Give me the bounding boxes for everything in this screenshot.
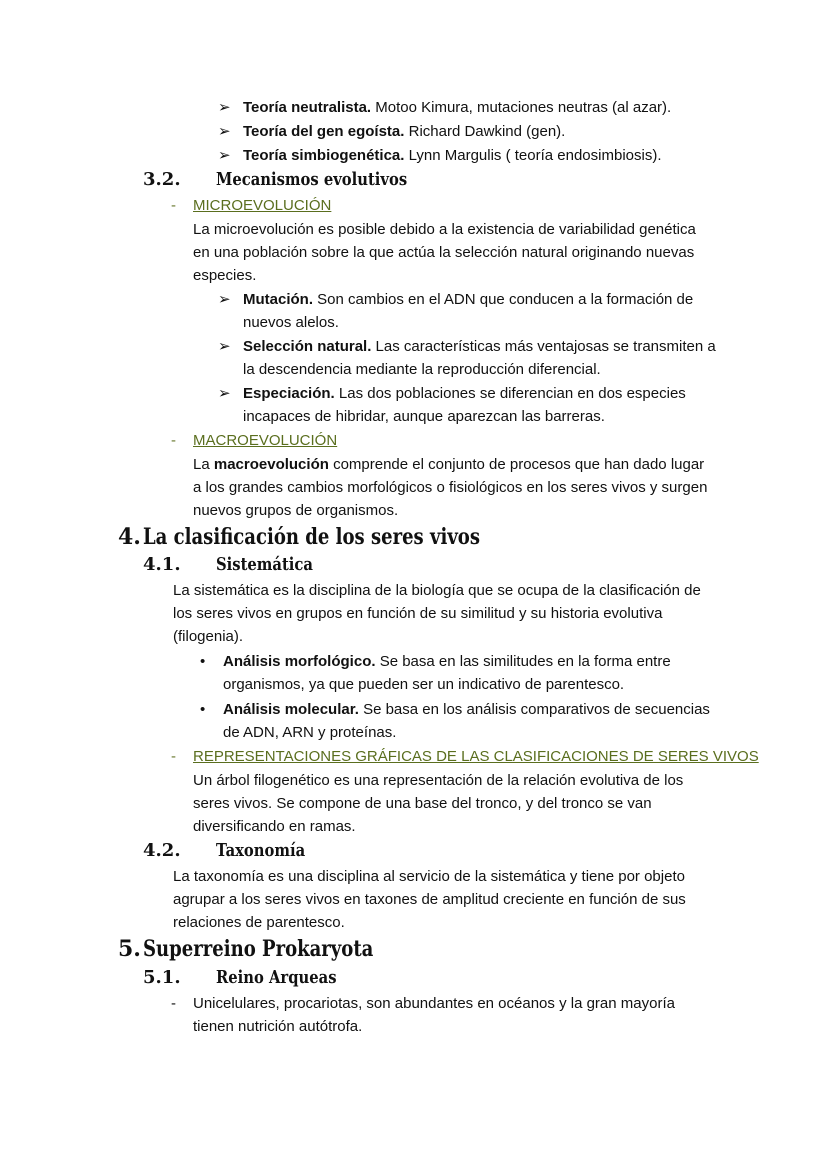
dash-bullet-icon: - xyxy=(171,197,176,214)
paragraph-line: La sistemática es la disciplina de la biología que se ocupa de la clasificación de xyxy=(173,582,701,599)
paragraph-line: La taxonomía es una disciplina al servicio de la sistemática y tiene por objeto xyxy=(173,868,685,885)
section-number: 4.1. xyxy=(143,554,181,575)
subheading-microevolucion: MICROEVOLUCIÓN xyxy=(193,197,332,214)
list-item: Análisis morfológico. Se basa en las similitudes en la forma entre xyxy=(223,653,671,670)
theory-item: Teoría neutralista. Motoo Kimura, mutaciones neutras (al azar). xyxy=(243,99,672,116)
list-item: Especiación. Las dos poblaciones se diferencian en dos especies xyxy=(243,385,686,402)
section-number: 3.2. xyxy=(143,169,181,190)
list-item-continuation: incapaces de hibridar, aunque aparezcan las barreras. xyxy=(243,408,605,425)
paragraph-line: seres vivos. Se compone de una base del tronco, y del tronco se van xyxy=(193,795,652,812)
theory-item: Teoría del gen egoísta. Richard Dawkind (gen). xyxy=(243,123,566,140)
arrow-bullet-icon: ➢ xyxy=(218,123,231,140)
section-number: 4.2. xyxy=(143,840,181,861)
arrow-bullet-icon: ➢ xyxy=(218,385,231,402)
dash-bullet-icon: - xyxy=(171,748,176,765)
paragraph-line: diversificando en ramas. xyxy=(193,818,356,835)
list-item-continuation: nuevos alelos. xyxy=(243,314,339,331)
arrow-bullet-icon: ➢ xyxy=(218,338,231,355)
paragraph-line: La macroevolución comprende el conjunto de procesos que han dado lugar xyxy=(193,456,705,473)
bullet-dot-icon: • xyxy=(200,653,206,670)
section-number: 5. xyxy=(118,936,141,962)
list-item-continuation: de ADN, ARN y proteínas. xyxy=(223,724,397,741)
dash-bullet-icon: - xyxy=(171,995,176,1012)
paragraph-line: Un árbol filogenético es una representación de la relación evolutiva de los xyxy=(193,772,684,789)
dash-bullet-icon: - xyxy=(171,432,176,449)
arrow-bullet-icon: ➢ xyxy=(218,291,231,308)
paragraph-line: a los grandes cambios morfológicos o fisiológicos en los seres vivos y surgen xyxy=(193,479,708,496)
paragraph-line: en una población sobre la que actúa la selección natural originando nuevas xyxy=(193,244,695,261)
paragraph-line: relaciones de parentesco. xyxy=(173,914,345,931)
arrow-bullet-icon: ➢ xyxy=(218,99,231,116)
list-item: Análisis molecular. Se basa en los análisis comparativos de secuencias xyxy=(223,701,710,718)
arrow-bullet-icon: ➢ xyxy=(218,147,231,164)
section-title: Reino Arqueas xyxy=(216,967,337,988)
section-title: Mecanismos evolutivos xyxy=(216,169,408,190)
paragraph-line: La microevolución es posible debido a la existencia de variabilidad genética xyxy=(193,221,696,238)
list-item-continuation: organismos, ya que pueden ser un indicativo de parentesco. xyxy=(223,676,625,693)
paragraph-line: los seres vivos en grupos en función de su similitud y su historia evolutiva xyxy=(173,605,663,622)
section-number: 4. xyxy=(118,524,141,550)
paragraph-line: nuevos grupos de organismos. xyxy=(193,502,399,519)
section-title: Taxonomía xyxy=(216,840,306,861)
section-number: 5.1. xyxy=(143,967,181,988)
subheading-representaciones: REPRESENTACIONES GRÁFICAS DE LAS CLASIFICACIONES DE SERES VIVOS xyxy=(193,748,759,765)
list-item-continuation: la descendencia mediante la reproducción diferencial. xyxy=(243,361,601,378)
paragraph-line: tienen nutrición autótrofa. xyxy=(193,1018,363,1035)
list-item: Selección natural. Las características más ventajosas se transmiten a xyxy=(243,338,716,355)
bullet-dot-icon: • xyxy=(200,701,206,718)
paragraph-line: (filogenia). xyxy=(173,628,244,645)
paragraph-line: agrupar a los seres vivos en taxones de amplitud creciente en función de sus xyxy=(173,891,686,908)
section-title: Sistemática xyxy=(216,554,313,575)
paragraph-line: Unicelulares, procariotas, son abundantes en océanos y la gran mayoría xyxy=(193,995,675,1012)
list-item: Mutación. Son cambios en el ADN que conducen a la formación de xyxy=(243,291,694,308)
subheading-macroevolucion: MACROEVOLUCIÓN xyxy=(193,432,338,449)
paragraph-line: especies. xyxy=(193,267,257,284)
section-title: Superreino Prokaryota xyxy=(143,936,374,962)
section-title: La clasificación de los seres vivos xyxy=(143,524,481,550)
theory-item: Teoría simbiogenética. Lynn Margulis ( teoría endosimbiosis). xyxy=(243,147,662,164)
